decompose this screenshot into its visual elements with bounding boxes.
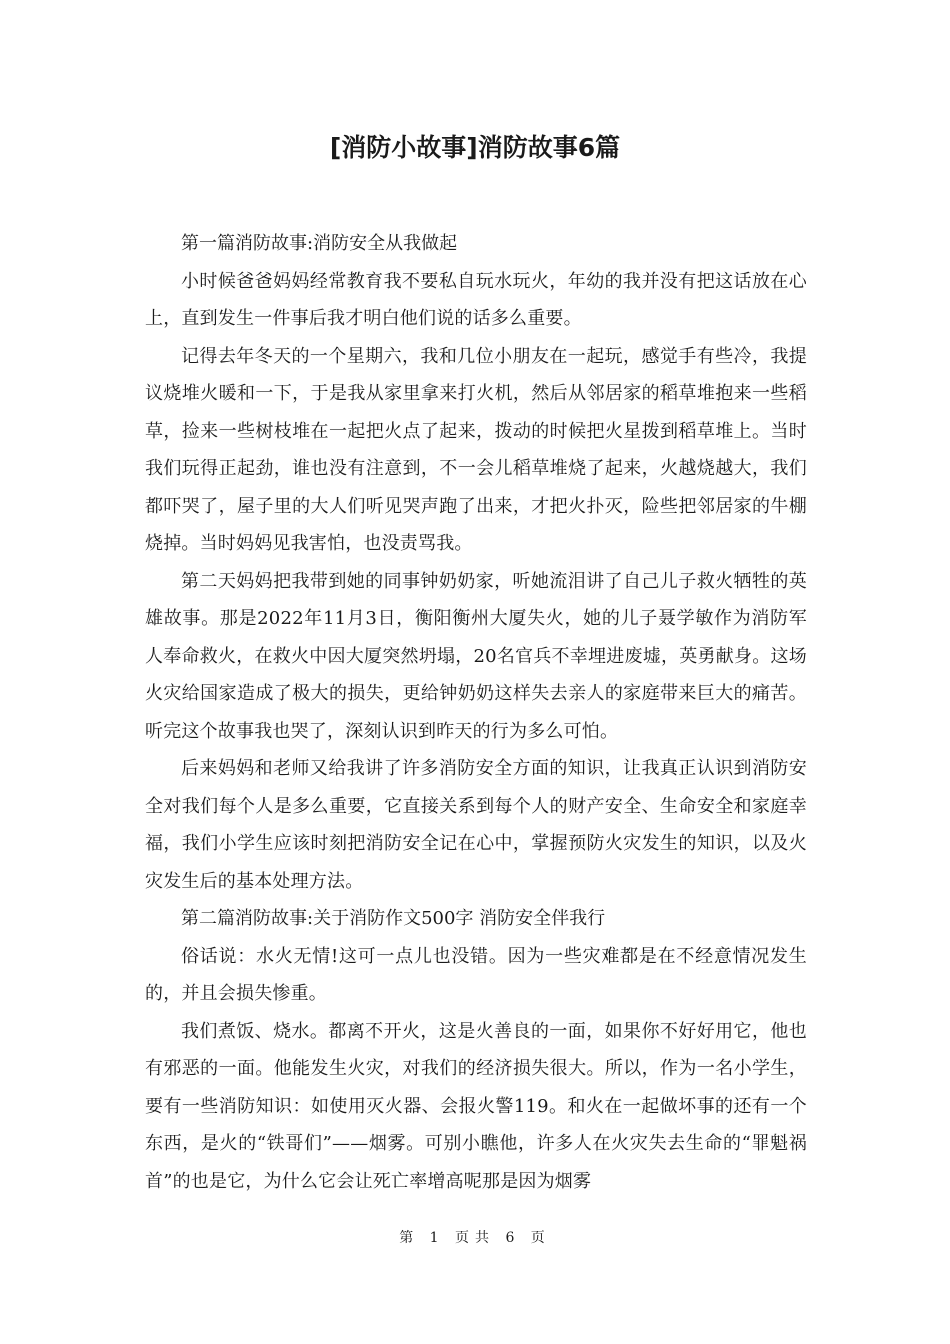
page-title: [消防小故事]消防故事6篇 [329,133,621,162]
paragraph: 我们煮饭、烧水。都离不开火，这是火善良的一面，如果你不好好用它，他也有邪恶的一面。他能发生火灾，对我们的经济损失很大。所以，作为一名小学生，要有一些消防知识：如使用灭火器、会报火警119。和火在一起做坏事的还有一个东西，是火的“铁哥们”——烟雾。可别小瞧他，许多人在火灾失去生命的“罪魁祸首”的也是它，为什么它会让死亡率增高呢那是因为烟雾 [145,1020,807,1192]
section-heading: 第二篇消防故事:关于消防作文500字 消防安全伴我行 [181,908,606,929]
paragraph: 俗话说：水火无情!这可一点儿也没错。因为一些灾难都是在不经意情况发生的，并且会损失惨重。 [145,945,807,1004]
page-number: 第 1 页共 6 页 [399,1230,551,1246]
paragraph: 小时候爸爸妈妈经常教育我不要私自玩水玩火，年幼的我并没有把这话放在心上，直到发生一件事后我才明白他们说的话多么重要。 [145,270,807,329]
paragraph: 第二天妈妈把我带到她的同事钟奶奶家，听她流泪讲了自己儿子救火牺牲的英雄故事。那是2022年11月3日，衡阳衡州大厦失火，她的儿子聂学敏作为消防军人奉命救火，在救火中因大厦突然坍塌，20名官兵不幸埋进废墟，英勇献身。这场火灾给国家造成了极大的损失，更给钟奶奶这样失去亲人的家庭带来巨大的痛苦。听完这个故事我也哭了，深刻认识到昨天的行为多么可怕。 [145,570,807,742]
section-heading: 第一篇消防故事:消防安全从我做起 [181,233,458,254]
paragraph: 后来妈妈和老师又给我讲了许多消防安全方面的知识，让我真正认识到消防安全对我们每个人是多么重要，它直接关系到每个人的财产安全、生命安全和家庭幸福，我们小学生应该时刻把消防安全记在心中，掌握预防火灾发生的知识，以及火灾发生后的基本处理方法。 [145,758,807,892]
paragraph: 记得去年冬天的一个星期六，我和几位小朋友在一起玩，感觉手有些冷，我提议烧堆火暖和一下，于是我从家里拿来打火机，然后从邻居家的稻草堆抱来一些稻草，捡来一些树枝堆在一起把火点了起来，拨动的时候把火星拨到稻草堆上。当时我们玩得正起劲，谁也没有注意到，不一会儿稻草堆烧了起来，火越烧越大，我们都吓哭了，屋子里的大人们听见哭声跑了出来，才把火扑灭，险些把邻居家的牛棚烧掉。当时妈妈见我害怕，也没责骂我。 [145,345,807,554]
document-body [145,225,807,1200]
